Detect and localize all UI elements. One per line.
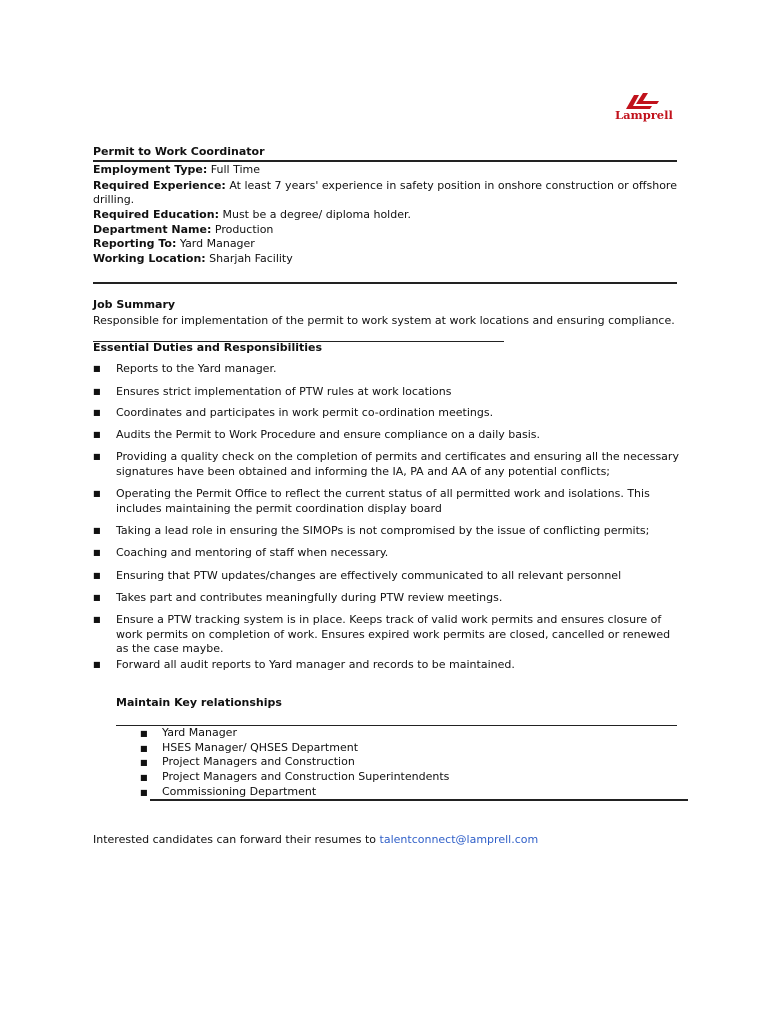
- bullet-icon: ■: [140, 788, 148, 797]
- relationship-item: ■ HSES Manager/ QHSES Department: [140, 741, 358, 757]
- working-location-value: Sharjah Facility: [209, 252, 293, 265]
- bullet-icon: ■: [93, 571, 101, 580]
- relationship-item: ■ Project Managers and Construction Superintendents: [140, 770, 449, 786]
- logo-wordmark: Lamprell: [615, 108, 673, 122]
- duties-heading: Essential Duties and Responsibilities: [93, 341, 323, 354]
- company-logo: [612, 92, 678, 124]
- details-divider: [93, 282, 677, 284]
- working-location-label: Working Location:: [93, 252, 206, 265]
- required-experience-value: At least 7 years' experience in safety position in onshore construction or offshore: [229, 179, 677, 192]
- bullet-icon: ■: [140, 758, 148, 767]
- bullet-icon: ■: [93, 430, 101, 439]
- reporting-to-row: [93, 236, 255, 251]
- duty-item: ■ Coaching and mentoring of staff when necessary.: [93, 546, 389, 559]
- relationship-item: ■ Commissioning Department: [140, 785, 316, 801]
- reporting-to-label: Reporting To:: [93, 237, 177, 250]
- required-education-label: Required Education:: [93, 208, 219, 221]
- relationship-item: ■ Yard Manager: [140, 726, 237, 742]
- required-experience-label: Required Experience:: [93, 179, 226, 192]
- relationships-bottom-rule: [150, 799, 688, 801]
- bullet-icon: ■: [93, 387, 101, 396]
- employment-type-value: Full Time: [210, 163, 261, 176]
- duty-item: ■ Reports to the Yard manager.: [93, 362, 277, 375]
- duty-item: ■ Ensure a PTW tracking system is in place. Keeps track of valid work permits and ensures closure of work permits on completion of work. Ensures expired work permits are closed, cancelled or renewed as the case maybe.: [93, 613, 671, 655]
- bullet-icon: ■: [93, 489, 101, 498]
- reporting-to-value: Yard Manager: [179, 237, 255, 250]
- bullet-icon: ■: [93, 548, 101, 557]
- bullet-icon: ■: [93, 615, 101, 624]
- required-experience-continuation: drilling.: [93, 193, 135, 206]
- bullet-icon: ■: [93, 526, 101, 535]
- department-row: [93, 222, 273, 237]
- bullet-icon: ■: [93, 364, 101, 373]
- required-education-row: [93, 207, 411, 222]
- job-summary-text: Responsible for implementation of the permit to work system at work locations and ensuring compliance.: [93, 314, 675, 327]
- duty-item: ■ Takes part and contributes meaningfully during PTW review meetings.: [93, 591, 503, 604]
- relationships-heading: Maintain Key relationships: [116, 696, 282, 709]
- job-summary-heading: Job Summary: [93, 298, 176, 311]
- duty-item: ■ Ensuring that PTW updates/changes are effectively communicated to all relevant personnel: [93, 569, 622, 582]
- working-location-row: [93, 251, 293, 266]
- duty-item: ■ Forward all audit reports to Yard manager and records to be maintained.: [93, 658, 515, 671]
- department-label: Department Name:: [93, 223, 212, 236]
- email-link[interactable]: talentconnect@lamprell.com: [379, 833, 539, 846]
- duty-item: ■ Taking a lead role in ensuring the SIMOPs is not compromised by the issue of conflicting permits;: [93, 524, 650, 537]
- bullet-icon: ■: [140, 729, 148, 738]
- duty-item: ■ Coordinates and participates in work permit co-ordination meetings.: [93, 406, 494, 419]
- duty-item: ■ Providing a quality check on the completion of permits and certificates and ensuring all the necessary signatures have been obtained and informing the IA, PA and AA of any potential conflicts;: [93, 450, 679, 478]
- department-value: Production: [214, 223, 274, 236]
- bullet-icon: ■: [93, 452, 101, 461]
- relationship-item: ■ Project Managers and Construction: [140, 755, 355, 771]
- employment-type-label: Employment Type:: [93, 163, 208, 176]
- bullet-icon: ■: [93, 408, 101, 417]
- application-note: [93, 832, 538, 847]
- bullet-icon: ■: [140, 744, 148, 753]
- employment-type-row: [93, 162, 260, 177]
- duty-item: ■ Ensures strict implementation of PTW rules at work locations: [93, 385, 452, 398]
- duty-item: ■ Audits the Permit to Work Procedure and ensure compliance on a daily basis.: [93, 428, 541, 441]
- required-education-value: Must be a degree/ diploma holder.: [222, 208, 411, 221]
- bullet-icon: ■: [140, 773, 148, 782]
- application-note-text: Interested candidates can forward their resumes to: [93, 833, 377, 846]
- bullet-icon: ■: [93, 593, 101, 602]
- job-title: Permit to Work Coordinator: [93, 145, 265, 158]
- required-experience-row: [93, 178, 677, 193]
- bullet-icon: ■: [93, 660, 101, 669]
- duty-item: ■ Operating the Permit Office to reflect the current status of all permitted work and isolations. This includes maintaining the permit coordination display board: [93, 487, 650, 515]
